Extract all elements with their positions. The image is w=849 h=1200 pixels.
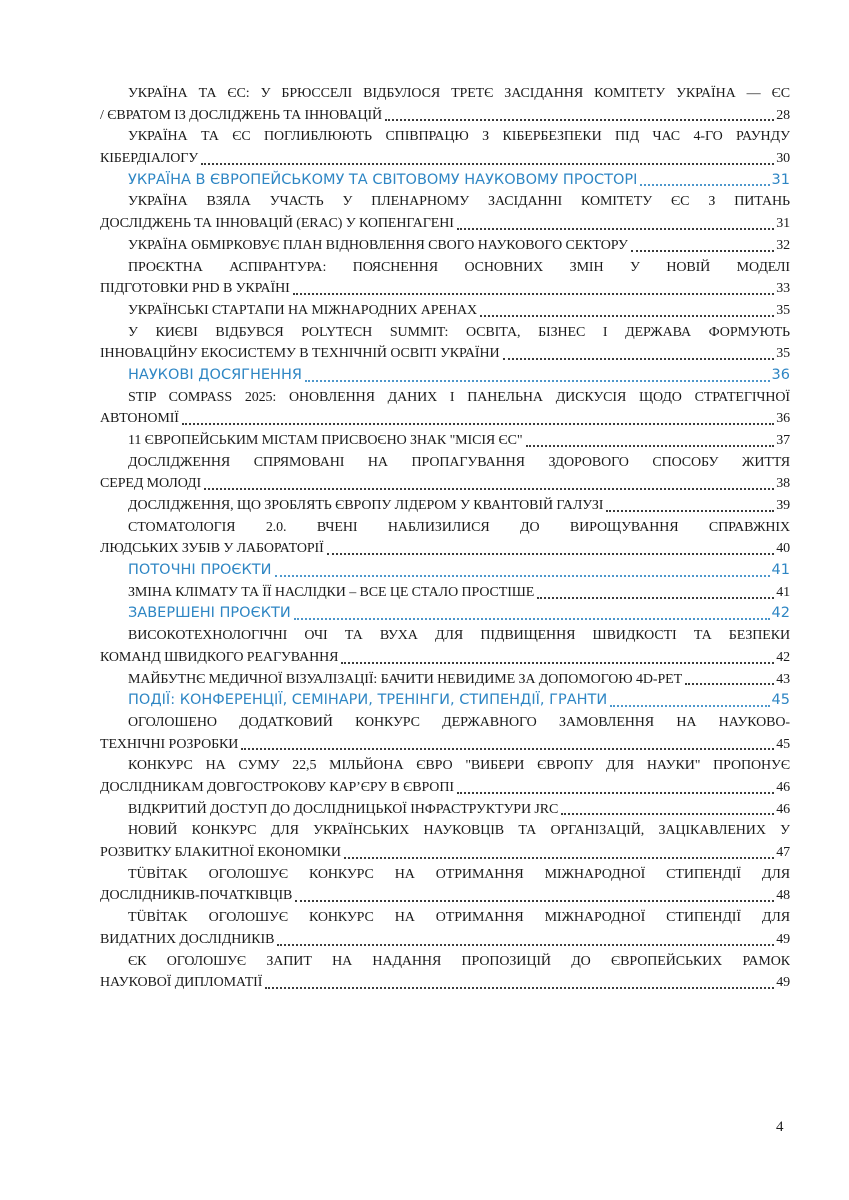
table-of-contents: [100, 83, 790, 994]
toc-entry-text-line: / ЄВРАТОМ ІЗ ДОСЛІДЖЕНЬ ТА ІННОВАЦІЙ: [100, 107, 383, 123]
toc-entry-text-line: ПРОЄКТНА АСПІРАНТУРА: ПОЯСНЕННЯ ОСНОВНИХ ЗМІН У НОВІЙ МОДЕЛІ: [128, 259, 790, 275]
toc-entry-text-line: УКРАЇНА ТА ЄС ПОГЛИБЛЮЮТЬ СПІВПРАЦЮ З КІБЕРБЕЗПЕКИ ПІД ЧАС 4-ГО РАУНДУ: [128, 129, 790, 145]
toc-page-number: 45: [776, 736, 790, 752]
dot-leader: [503, 358, 775, 360]
toc-page-number: 46: [776, 801, 790, 817]
toc-page-number: 41: [771, 562, 790, 579]
toc-page-number: 32: [776, 237, 790, 253]
toc-entry-text-line: ПІДГОТОВКИ PHD В УКРАЇНІ: [100, 281, 290, 297]
toc-entry-text-line: СЕРЕД МОЛОДІ: [100, 476, 202, 492]
toc-item[interactable]: [100, 669, 790, 691]
dot-leader: [385, 119, 774, 121]
toc-item[interactable]: [100, 951, 790, 994]
toc-entry-text-line: ПОТОЧНІ ПРОЄКТИ: [128, 562, 272, 579]
toc-entry-text-line: ОГОЛОШЕНО ДОДАТКОВИЙ КОНКУРС ДЕРЖАВНОГО ЗАМОВЛЕННЯ НА НАУКОВО-: [128, 714, 790, 730]
toc-entry-text-line: У КИЄВІ ВІДБУВСЯ POLYTECH SUMMIT: ОСВІТА, БІЗНЕС І ДЕРЖАВА ФОРМУЮТЬ: [128, 324, 790, 340]
dot-leader: [537, 597, 774, 599]
toc-entry-text-line: НОВИЙ КОНКУРС ДЛЯ УКРАЇНСЬКИХ НАУКОВЦІВ ТА ОРГАНІЗАЦІЙ, ЗАЦІКАВЛЕНИХ У: [128, 823, 790, 839]
toc-page-number: 43: [776, 671, 790, 687]
toc-entry-text-line: СТОМАТОЛОГІЯ 2.0. ВЧЕНІ НАБЛИЗИЛИСЯ ДО ВИРОЩУВАННЯ СПРАВЖНІХ: [128, 519, 790, 535]
toc-entry-text-line: ВИДАТНИХ ДОСЛІДНИКІВ: [100, 931, 275, 947]
toc-page-number: 40: [776, 541, 790, 557]
toc-entry-text-line: УКРАЇНА ОБМІРКОВУЄ ПЛАН ВІДНОВЛЕННЯ СВОГО НАУКОВОГО СЕКТОРУ: [128, 237, 628, 253]
dot-leader: [561, 813, 774, 815]
toc-section-heading[interactable]: [100, 365, 790, 387]
dot-leader: [295, 900, 774, 902]
toc-entry-text-line: ДОСЛІДЖЕННЯ, ЩО ЗРОБЛЯТЬ ЄВРОПУ ЛІДЕРОМ У КВАНТОВІЙ ГАЛУЗІ: [128, 498, 604, 514]
toc-page-number: 49: [776, 975, 790, 991]
toc-entry-text-line: ЄК ОГОЛОШУЄ ЗАПИТ НА НАДАННЯ ПРОПОЗИЦІЙ ДО ЄВРОПЕЙСЬКИХ РАМОК: [128, 953, 790, 969]
toc-item[interactable]: [100, 495, 790, 517]
dot-leader: [606, 510, 774, 512]
toc-entry-text-line: КОМАНД ШВИДКОГО РЕАГУВАННЯ: [100, 649, 339, 665]
toc-item[interactable]: [100, 126, 790, 169]
dot-leader: [631, 250, 774, 252]
toc-page-number: 31: [771, 171, 790, 188]
toc-page-number: 45: [771, 692, 790, 709]
toc-entry-text-line: АВТОНОМІЇ: [100, 411, 179, 427]
toc-item[interactable]: [100, 907, 790, 950]
dot-leader: [341, 662, 774, 664]
toc-page-number: 30: [776, 151, 790, 167]
toc-item[interactable]: [100, 191, 790, 234]
dot-leader: [480, 315, 774, 317]
toc-item[interactable]: [100, 712, 790, 755]
toc-section-heading[interactable]: [100, 170, 790, 192]
toc-page-number: 35: [776, 346, 790, 362]
dot-leader: [610, 705, 769, 707]
toc-entry-text-line: НАУКОВІ ДОСЯГНЕННЯ: [128, 366, 302, 383]
toc-item[interactable]: [100, 820, 790, 863]
dot-leader: [457, 228, 774, 230]
dot-leader: [327, 553, 775, 555]
toc-page-number: 42: [776, 649, 790, 665]
toc-entry-text-line: НАУКОВОЇ ДИПЛОМАТІЇ: [100, 975, 263, 991]
toc-page-number: 41: [776, 584, 790, 600]
toc-entry-text-line: ДОСЛІДЖЕНЬ ТА ІННОВАЦІЙ (ERAC) У КОПЕНГАГЕНІ: [100, 216, 454, 232]
toc-entry-text-line: TÜBİTAK ОГОЛОШУЄ КОНКУРС НА ОТРИМАННЯ МІЖНАРОДНОЇ СТИПЕНДІЇ ДЛЯ: [128, 866, 790, 882]
toc-page-number: 38: [776, 476, 790, 492]
toc-entry-text-line: МАЙБУТНЄ МЕДИЧНОЇ ВІЗУАЛІЗАЦІЇ: БАЧИТИ НЕВИДИМЕ ЗА ДОПОМОГОЮ 4D-PET: [128, 671, 683, 687]
dot-leader: [293, 293, 775, 295]
toc-item[interactable]: [100, 322, 790, 365]
toc-entry-text-line: 11 ЄВРОПЕЙСЬКИМ МІСТАМ ПРИСВОЄНО ЗНАК "МІСІЯ ЄС": [128, 432, 523, 448]
dot-leader: [294, 618, 770, 620]
toc-entry-text-line: УКРАЇНА ВЗЯЛА УЧАСТЬ У ПЛЕНАРНОМУ ЗАСІДАННІ КОМІТЕТУ ЄС З ПИТАНЬ: [128, 194, 790, 210]
toc-item[interactable]: [100, 517, 790, 560]
dot-leader: [640, 184, 769, 186]
toc-entry-text-line: ВІДКРИТИЙ ДОСТУП ДО ДОСЛІДНИЦЬКОЇ ІНФРАСТРУКТУРИ JRC: [128, 801, 559, 817]
toc-section-heading[interactable]: [100, 690, 790, 712]
toc-page-number: 31: [776, 216, 790, 232]
toc-section-heading[interactable]: [100, 560, 790, 582]
toc-entry-text-line: ПОДІЇ: КОНФЕРЕНЦІЇ, СЕМІНАРИ, ТРЕНІНГИ, СТИПЕНДІЇ, ГРАНТИ: [128, 692, 608, 709]
toc-entry-text-line: TÜBİTAK ОГОЛОШУЄ КОНКУРС НА ОТРИМАННЯ МІЖНАРОДНОЇ СТИПЕНДІЇ ДЛЯ: [128, 910, 790, 926]
dot-leader: [204, 488, 774, 490]
toc-page-number: 46: [776, 779, 790, 795]
dot-leader: [201, 163, 774, 165]
page-number-footer: 4: [776, 1119, 784, 1135]
toc-entry-text-line: ЗАВЕРШЕНІ ПРОЄКТИ: [128, 605, 291, 622]
toc-section-heading[interactable]: [100, 604, 790, 626]
toc-page-number: 49: [776, 931, 790, 947]
dot-leader: [305, 380, 770, 382]
dot-leader: [277, 944, 774, 946]
toc-entry-text-line: STIP COMPASS 2025: ОНОВЛЕННЯ ДАНИХ І ПАНЕЛЬНА ДИСКУСІЯ ЩОДО СТРАТЕГІЧНОЇ: [128, 389, 790, 405]
toc-page-number: 36: [776, 411, 790, 427]
toc-entry-text-line: ДОСЛІДНИКАМ ДОВГОСТРОКОВУ КАР’ЄРУ В ЄВРОПІ: [100, 779, 454, 795]
toc-page-number: 36: [771, 366, 790, 383]
toc-item[interactable]: [100, 755, 790, 798]
toc-entry-text-line: УКРАЇНСЬКІ СТАРТАПИ НА МІЖНАРОДНИХ АРЕНАХ: [128, 302, 477, 318]
toc-entry-text-line: ЗМІНА КЛІМАТУ ТА ЇЇ НАСЛІДКИ – ВСЕ ЦЕ СТАЛО ПРОСТІШЕ: [128, 584, 535, 600]
toc-item[interactable]: [100, 235, 790, 257]
toc-page-number: 48: [776, 888, 790, 904]
toc-item[interactable]: [100, 430, 790, 452]
toc-entry-text-line: КІБЕРДІАЛОГУ: [100, 151, 199, 167]
dot-leader: [344, 857, 774, 859]
toc-entry-text-line: УКРАЇНА В ЄВРОПЕЙСЬКОМУ ТА СВІТОВОМУ НАУКОВОМУ ПРОСТОРІ: [128, 171, 638, 188]
dot-leader: [457, 792, 774, 794]
dot-leader: [275, 575, 770, 577]
toc-page-number: 47: [776, 845, 790, 861]
toc-item[interactable]: [100, 625, 790, 668]
toc-page-number: 35: [776, 302, 790, 318]
toc-item[interactable]: [100, 387, 790, 430]
toc-entry-text-line: ДОСЛІДНИКІВ-ПОЧАТКІВЦІВ: [100, 888, 293, 904]
toc-entry-text-line: ДОСЛІДЖЕННЯ СПРЯМОВАНІ НА ПРОПАГУВАННЯ ЗДОРОВОГО СПОСОБУ ЖИТТЯ: [128, 454, 790, 470]
dot-leader: [265, 987, 774, 989]
toc-entry-text-line: ТЕХНІЧНІ РОЗРОБКИ: [100, 736, 239, 752]
dot-leader: [526, 445, 775, 447]
toc-entry-text-line: УКРАЇНА ТА ЄС: У БРЮССЕЛІ ВІДБУЛОСЯ ТРЕТЄ ЗАСІДАННЯ КОМІТЕТУ УКРАЇНА — ЄС: [128, 86, 790, 101]
toc-item[interactable]: [100, 300, 790, 322]
toc-item[interactable]: [100, 864, 790, 907]
dot-leader: [241, 748, 774, 750]
toc-item[interactable]: [100, 452, 790, 495]
toc-item[interactable]: [100, 257, 790, 300]
toc-entry-text-line: ІННОВАЦІЙНУ ЕКОСИСТЕМУ В ТЕХНІЧНІЙ ОСВІТІ УКРАЇНИ: [100, 346, 500, 362]
toc-entry-text-line: ВИСОКОТЕХНОЛОГІЧНІ ОЧІ ТА ВУХА ДЛЯ ПІДВИЩЕННЯ ШВИДКОСТІ ТА БЕЗПЕКИ: [128, 628, 790, 644]
toc-item[interactable]: [100, 83, 790, 126]
toc-page-number: 33: [776, 281, 790, 297]
toc-entry-text-line: КОНКУРС НА СУМУ 22,5 МІЛЬЙОНА ЄВРО "ВИБЕРИ ЄВРОПУ ДЛЯ НАУКИ" ПРОПОНУЄ: [128, 758, 790, 774]
toc-page-number: 37: [776, 432, 790, 448]
dot-leader: [685, 683, 774, 685]
toc-page-number: 39: [776, 498, 790, 514]
toc-item[interactable]: [100, 582, 790, 604]
toc-entry-text-line: РОЗВИТКУ БЛАКИТНОЇ ЕКОНОМІКИ: [100, 845, 341, 861]
toc-page-number: 28: [776, 107, 790, 123]
toc-item[interactable]: [100, 799, 790, 821]
dot-leader: [182, 423, 774, 425]
toc-entry-text-line: ЛЮДСЬКИХ ЗУБІВ У ЛАБОРАТОРІЇ: [100, 541, 324, 557]
toc-page-number: 42: [771, 605, 790, 622]
